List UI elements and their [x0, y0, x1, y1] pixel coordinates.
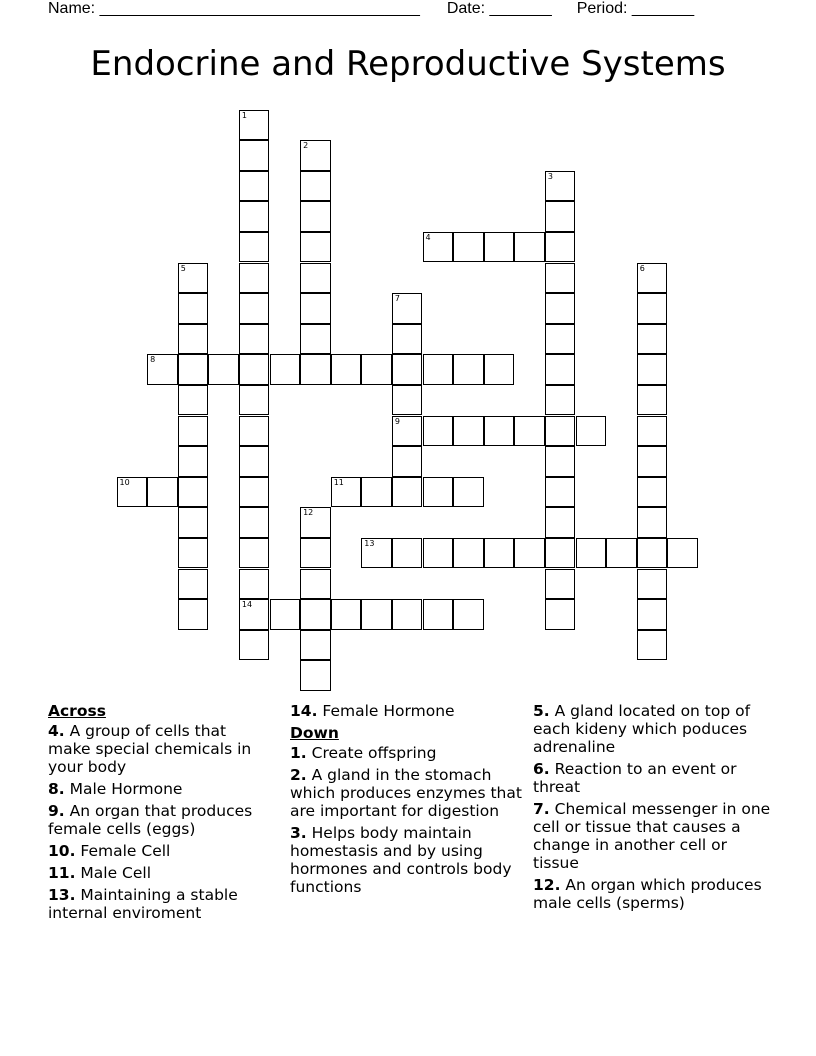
crossword-cell[interactable]: [300, 660, 331, 691]
crossword-cell[interactable]: [239, 171, 270, 202]
clue-text: Chemical messenger in one cell or tissue that causes a change in another cell or tissue: [533, 800, 771, 872]
across-clue: [48, 722, 273, 776]
clue-number-label: 2.: [290, 766, 307, 784]
clue-number: 5: [180, 263, 186, 273]
crossword-cell[interactable]: [453, 599, 484, 630]
across-clue: [48, 864, 273, 882]
across-clue: [290, 702, 522, 720]
clue-number-label: 7.: [533, 800, 550, 818]
crossword-cell[interactable]: [637, 630, 668, 661]
crossword-cell[interactable]: [545, 507, 576, 538]
crossword-cell[interactable]: [545, 171, 576, 202]
crossword-cell[interactable]: [178, 263, 209, 294]
crossword-cell[interactable]: [545, 201, 576, 232]
crossword-cell[interactable]: [239, 324, 270, 355]
crossword-cell[interactable]: [300, 354, 331, 385]
down-heading: Down: [290, 724, 339, 742]
crossword-cell[interactable]: [239, 201, 270, 232]
crossword-cell[interactable]: [300, 232, 331, 263]
crossword-cell[interactable]: [300, 201, 331, 232]
crossword-cell[interactable]: [239, 385, 270, 416]
crossword-cell[interactable]: [392, 293, 423, 324]
crossword-cell[interactable]: [637, 538, 668, 569]
clue-number-label: 10.: [48, 842, 76, 860]
crossword-cell[interactable]: [392, 599, 423, 630]
crossword-cell[interactable]: [423, 232, 454, 263]
crossword-cell[interactable]: [178, 477, 209, 508]
across-clue-list: [48, 722, 273, 922]
crossword-cell[interactable]: [239, 416, 270, 447]
crossword-cell[interactable]: [637, 599, 668, 630]
across-clue: [48, 886, 273, 922]
name-blank[interactable]: ____________________________________: [99, 0, 420, 17]
crossword-cell[interactable]: [545, 324, 576, 355]
crossword-cell[interactable]: [300, 599, 331, 630]
across-clue: [48, 802, 273, 838]
crossword-cell[interactable]: [147, 354, 178, 385]
crossword-cell[interactable]: [423, 416, 454, 447]
crossword-cell[interactable]: [637, 324, 668, 355]
down-clue: [533, 760, 773, 796]
crossword-cell[interactable]: [239, 569, 270, 600]
crossword-cell[interactable]: [453, 538, 484, 569]
crossword-cell[interactable]: [514, 538, 545, 569]
crossword-cell[interactable]: [361, 354, 392, 385]
clue-number-label: 1.: [290, 744, 307, 762]
clue-text: An organ that produces female cells (eggs): [48, 802, 253, 838]
clue-text: Female Hormone: [322, 702, 455, 720]
across-heading: Across: [48, 702, 106, 720]
down-clue: [533, 702, 773, 756]
crossword-cell[interactable]: [392, 354, 423, 385]
crossword-cell[interactable]: [423, 354, 454, 385]
crossword-cell[interactable]: [178, 507, 209, 538]
crossword-cell[interactable]: [545, 232, 576, 263]
clue-number-label: 14.: [290, 702, 318, 720]
clue-number-label: 8.: [48, 780, 65, 798]
crossword-cell[interactable]: [300, 569, 331, 600]
clue-number: 4: [425, 232, 431, 242]
clue-text: A group of cells that make special chemicals in your body: [48, 722, 252, 776]
crossword-cell[interactable]: [239, 140, 270, 171]
crossword-cell[interactable]: [239, 507, 270, 538]
crossword-cell[interactable]: [392, 385, 423, 416]
clue-number: 1: [241, 110, 247, 120]
crossword-cell[interactable]: [331, 354, 362, 385]
crossword-cell[interactable]: [667, 538, 698, 569]
crossword-cell[interactable]: [576, 416, 607, 447]
crossword-cell[interactable]: [178, 385, 209, 416]
clue-number-label: 6.: [533, 760, 550, 778]
clue-number: 3: [547, 171, 553, 181]
crossword-cell[interactable]: [545, 477, 576, 508]
clue-text: Female Cell: [80, 842, 171, 860]
clue-number: 6: [639, 263, 645, 273]
clue-number-label: 4.: [48, 722, 65, 740]
crossword-cell[interactable]: [178, 569, 209, 600]
crossword-cell[interactable]: [392, 416, 423, 447]
crossword-cell[interactable]: [576, 538, 607, 569]
crossword-cell[interactable]: [545, 293, 576, 324]
crossword-cell[interactable]: [484, 416, 515, 447]
crossword-cell[interactable]: [606, 538, 637, 569]
crossword-cell[interactable]: [514, 416, 545, 447]
crossword-cell[interactable]: [147, 477, 178, 508]
crossword-cell[interactable]: [545, 385, 576, 416]
crossword-cell[interactable]: [239, 538, 270, 569]
crossword-cell[interactable]: [361, 477, 392, 508]
crossword-cell[interactable]: [453, 354, 484, 385]
crossword-cell[interactable]: [239, 630, 270, 661]
crossword-cell[interactable]: [545, 263, 576, 294]
period-label: Period:: [576, 0, 628, 17]
crossword-cell[interactable]: [423, 477, 454, 508]
crossword-cell[interactable]: [300, 140, 331, 171]
crossword-cell[interactable]: [178, 354, 209, 385]
crossword-cell[interactable]: [300, 171, 331, 202]
crossword-cell[interactable]: [300, 630, 331, 661]
down-clue-list-continued: [533, 702, 773, 912]
crossword-cell[interactable]: [178, 416, 209, 447]
crossword-cell[interactable]: [392, 538, 423, 569]
crossword-cell[interactable]: [361, 599, 392, 630]
clue-number: 9: [394, 416, 400, 426]
crossword-cell[interactable]: [239, 263, 270, 294]
crossword-cell[interactable]: [331, 599, 362, 630]
clue-text: An organ which produces male cells (sperms): [533, 876, 762, 912]
clue-number-label: 11.: [48, 864, 76, 882]
crossword-cell[interactable]: [484, 538, 515, 569]
crossword-cell[interactable]: [484, 232, 515, 263]
down-clue-list: [290, 744, 522, 896]
clue-text: Reaction to an event or threat: [533, 760, 737, 796]
crossword-cell[interactable]: [208, 354, 239, 385]
down-clue: [533, 876, 773, 912]
date-label: Date:: [446, 0, 486, 17]
crossword-cell[interactable]: [178, 599, 209, 630]
crossword-cell[interactable]: [392, 324, 423, 355]
clue-text: Maintaining a stable internal enviroment: [48, 886, 238, 922]
clues-column-1: [48, 702, 273, 926]
period-blank[interactable]: _______: [631, 0, 695, 17]
clue-text: A gland in the stomach which produces enzymes that are important for digestion: [290, 766, 522, 820]
crossword-cell[interactable]: [178, 446, 209, 477]
crossword-cell[interactable]: [637, 569, 668, 600]
crossword-cell[interactable]: [239, 110, 270, 141]
clue-number: 13: [364, 538, 375, 548]
crossword-cell[interactable]: [637, 507, 668, 538]
crossword-cell[interactable]: [178, 293, 209, 324]
crossword-cell[interactable]: [239, 354, 270, 385]
across-clue: [48, 780, 273, 798]
clue-number-label: 3.: [290, 824, 307, 842]
crossword-cell[interactable]: [637, 416, 668, 447]
crossword-cell[interactable]: [392, 446, 423, 477]
crossword-cell[interactable]: [637, 263, 668, 294]
crossword-cell[interactable]: [300, 324, 331, 355]
clue-text: Helps body maintain homestasis and by using hormones and controls body functions: [290, 824, 512, 896]
clue-number: 8: [150, 355, 156, 365]
clue-text: Male Hormone: [69, 780, 183, 798]
down-clue: [290, 744, 522, 762]
clue-number: 14: [241, 600, 253, 610]
crossword-cell[interactable]: [545, 354, 576, 385]
crossword-cell[interactable]: [239, 293, 270, 324]
crossword-cell[interactable]: [239, 477, 270, 508]
crossword-cell[interactable]: [239, 232, 270, 263]
down-clue: [533, 800, 773, 872]
clues-column-2: [290, 702, 522, 900]
crossword-cell[interactable]: [484, 354, 515, 385]
crossword-cell[interactable]: [178, 324, 209, 355]
crossword-cell[interactable]: [637, 446, 668, 477]
crossword-cell[interactable]: [545, 569, 576, 600]
clue-number-label: 13.: [48, 886, 76, 904]
across-clue-list-continued: [290, 702, 522, 720]
clue-text: Create offspring: [311, 744, 437, 762]
crossword-cell[interactable]: [545, 446, 576, 477]
crossword-cell[interactable]: [423, 599, 454, 630]
crossword-cell[interactable]: [453, 477, 484, 508]
down-clue: [290, 766, 522, 820]
clue-number: 7: [394, 294, 400, 304]
crossword-cell[interactable]: [331, 477, 362, 508]
crossword-cell[interactable]: [270, 599, 301, 630]
crossword-cell[interactable]: [178, 538, 209, 569]
across-clue: [48, 842, 273, 860]
crossword-cell[interactable]: [453, 416, 484, 447]
clue-number-label: 9.: [48, 802, 65, 820]
clue-text: A gland located on top of each kideny which poduces adrenaline: [533, 702, 751, 756]
crossword-cell[interactable]: [117, 477, 148, 508]
clue-text: Male Cell: [80, 864, 152, 882]
clue-number: 10: [119, 477, 130, 487]
crossword-cell[interactable]: [637, 477, 668, 508]
clue-number-label: 12.: [533, 876, 561, 894]
clue-number: 12: [303, 508, 314, 518]
page-title: Endocrine and Reproductive Systems: [90, 44, 726, 84]
crossword-cell[interactable]: [270, 354, 301, 385]
crossword-cell[interactable]: [239, 599, 270, 630]
crossword-cell[interactable]: [545, 416, 576, 447]
crossword-cell[interactable]: [637, 293, 668, 324]
down-clue: [290, 824, 522, 896]
crossword-cell[interactable]: [300, 293, 331, 324]
clue-number: 11: [333, 477, 344, 487]
crossword-cell[interactable]: [300, 263, 331, 294]
crossword-cell[interactable]: [239, 446, 270, 477]
crossword-cell[interactable]: [637, 385, 668, 416]
crossword-cell[interactable]: [392, 477, 423, 508]
crossword-cell[interactable]: [423, 538, 454, 569]
clue-number: 2: [303, 141, 309, 151]
crossword-cell[interactable]: [637, 354, 668, 385]
crossword-cell[interactable]: [300, 507, 331, 538]
crossword-cell[interactable]: [545, 599, 576, 630]
crossword-cell[interactable]: [300, 538, 331, 569]
clues-column-3: [533, 702, 773, 916]
crossword-cell[interactable]: [545, 538, 576, 569]
date-blank[interactable]: _______: [489, 0, 552, 17]
name-label: Name:: [48, 0, 96, 17]
crossword-cell[interactable]: [361, 538, 392, 569]
crossword-cell[interactable]: [514, 232, 545, 263]
crossword-cell[interactable]: [453, 232, 484, 263]
clue-number-label: 5.: [533, 702, 550, 720]
